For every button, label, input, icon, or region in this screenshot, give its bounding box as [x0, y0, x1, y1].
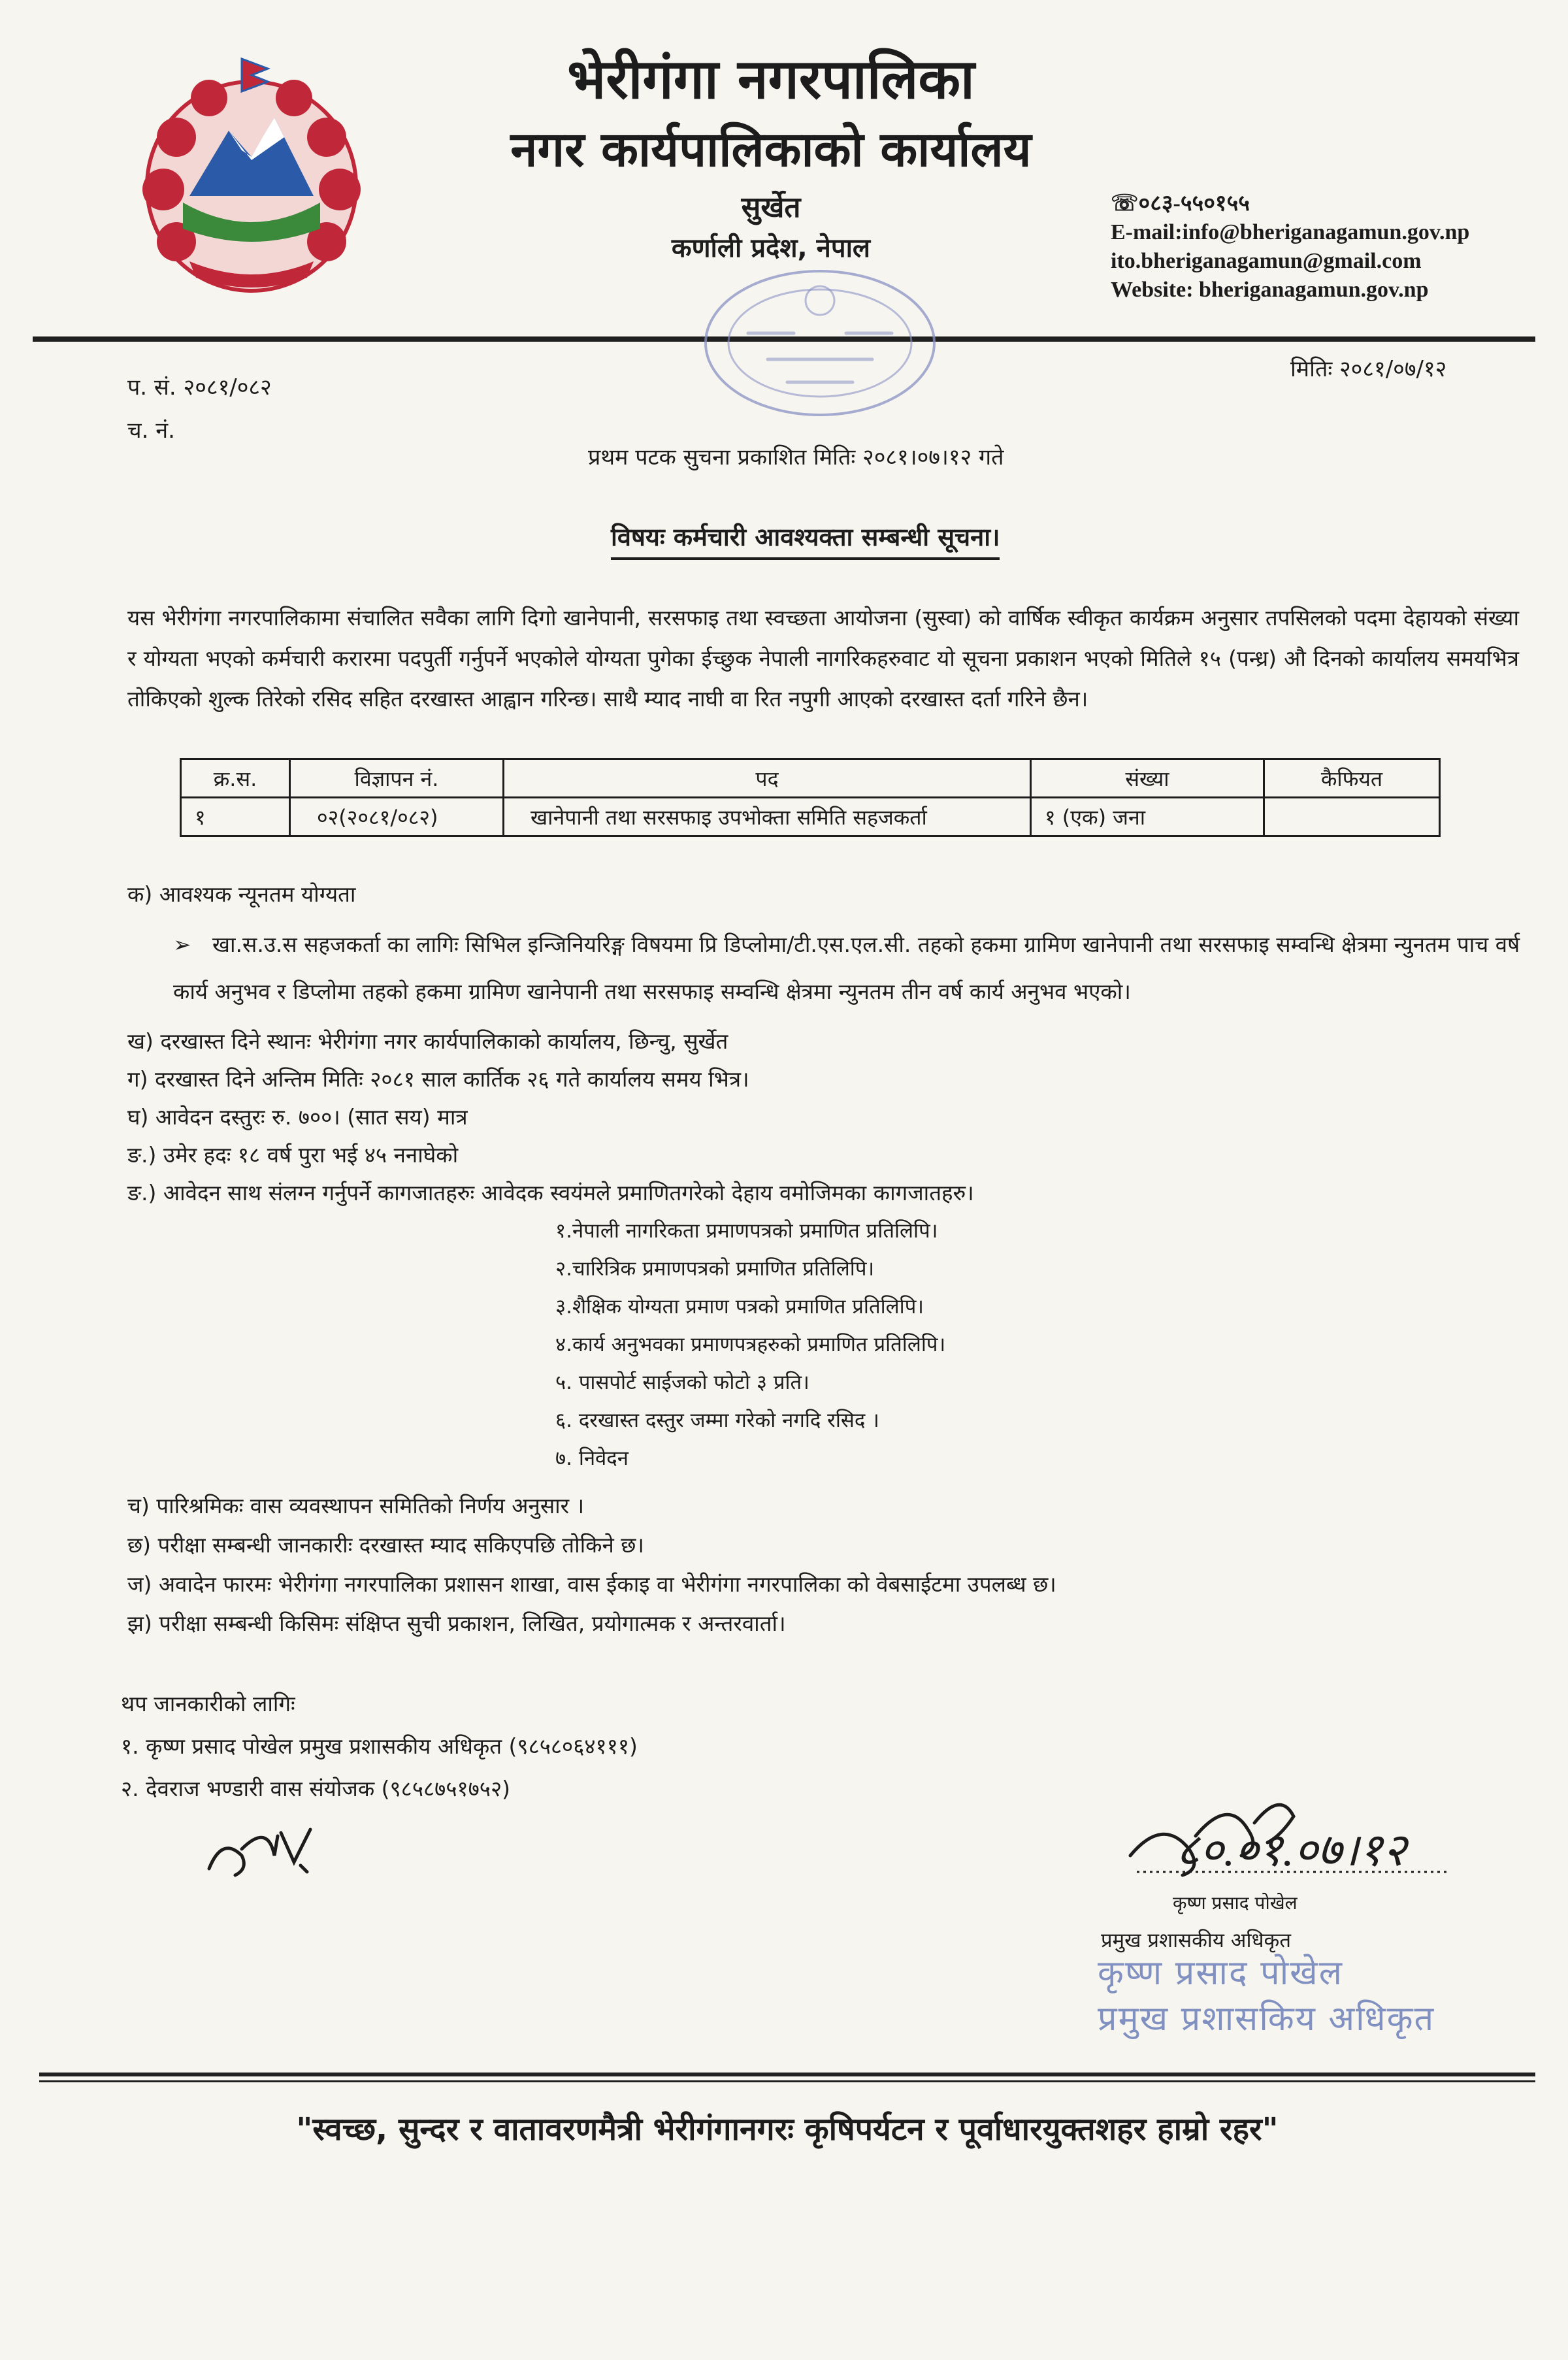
nepal-emblem-logo	[111, 46, 392, 307]
list-item: ६. दरखास्त दस्तुर जम्मा गरेको नगदि रसिद ।	[555, 1409, 879, 1432]
requirements-heading: क) आवश्यक न्यूनतम योग्यता	[127, 881, 356, 907]
requirement-item	[173, 921, 1526, 1015]
detail-line: छ) परीक्षा सम्बन्धी जानकारीः दरखास्त म्याद सकिएपछि तोकिने छ।	[127, 1532, 644, 1558]
col-header-count: संख्या	[1031, 759, 1264, 798]
city-name: सुर्खेत	[741, 191, 801, 224]
intro-paragraph: यस भेरीगंगा नगरपालिकामा संचालित सवैका लागि दिगो खानेपानी, सरसफाइ तथा स्वच्छता आयोजना (सुस्वा) को वार्षिक स्वीकृत कार्यक्रम अनुसार तपसिलको पदमा देहायको संख्या र योग्यता भएको कर्मचारी करारमा पदपुर्ती गर्नुपर्ने भएकोले योग्यता पुगेका ईच्छुक नेपाली नागरिकहरुवाट यो सूचना प्रकाशन भएको मितिले १५ (पन्ध्र) औ दिनको कार्यालय समयभित्र तोकिएको शुल्क तिरेको रसिद सहित दरखास्त आह्वान गरिन्छ। साथै म्याद नाघी वा रित नपुगी आएको दरखास्त दर्ता गरिने छैन।	[127, 605, 1519, 712]
more-info-heading: थप जानकारीको लागिः	[121, 1691, 295, 1716]
footer-divider	[39, 2073, 1535, 2076]
list-item: १.नेपाली नागरिकता प्रमाणपत्रको प्रमाणित प्रतिलिपि।	[555, 1219, 938, 1243]
detail-line: ग) दरखास्त दिने अन्तिम मितिः २०८१ साल कार्तिक २६ गते कार्यालय समय भित्र।	[127, 1066, 749, 1092]
signature-date: ८०.०१.०७।१२	[1176, 1826, 1407, 1876]
col-header-ad-number: विज्ञापन नं.	[290, 759, 504, 798]
detail-line: ख) दरखास्त दिने स्थानः भेरीगंगा नगर कार्यपालिकाको कार्यालय, छिन्चु, सुर्खेत	[127, 1028, 728, 1054]
cell-serial: १	[181, 798, 290, 836]
detail-line: ज) अवादेन फारमः भेरीगंगा नगरपालिका प्रशासन शाखा, वास ईकाइ वा भेरीगंगा नगरपालिका को वेबसाईटमा उपलब्ध छ।	[127, 1571, 1056, 1597]
table-row	[181, 798, 1440, 836]
stamp-name: कृष्ण प्रसाद पोखेल	[1098, 1954, 1343, 1993]
detail-line: च) पारिश्रमिकः वास व्यवस्थापन समितिको निर्णय अनुसार ।	[127, 1493, 585, 1518]
patra-sankhya: प. सं. २०८१/०८२	[127, 374, 272, 401]
contact-block	[1111, 189, 1529, 304]
list-item: ५. पासपोर्ट साईजको फोटो ३ प्रति।	[555, 1371, 809, 1394]
notice-subject: विषयः कर्मचारी आवश्यक्ता सम्बन्धी सूचना।	[611, 519, 1000, 560]
footer-slogan: "स्वच्छ, सुन्दर र वातावरणमैत्री भेरीगंगानगरः कृषिपर्यटन र पूर्वाधारयुक्तशहर हाम्रो रहर"	[296, 2111, 1279, 2148]
cell-position: खानेपानी तथा सरसफाइ उपभोक्ता समिति सहजकर्ता	[504, 798, 1031, 836]
application-details	[127, 1023, 974, 1212]
table-header-row	[181, 759, 1440, 798]
signer-stamp	[1098, 1950, 1435, 2042]
arrow-bullet-icon: ➢	[173, 932, 191, 957]
chalani-number: च. नं.	[127, 418, 175, 444]
detail-line: ङ.) उमेर हदः १८ वर्ष पुरा भई ४५ ननाघेको	[127, 1142, 459, 1168]
detail-line: झ) परीक्षा सम्बन्धी किसिमः संक्षिप्त सुची प्रकाशन, लिखित, प्रयोगात्मक र अन्तरवार्ता।	[127, 1611, 786, 1636]
office-name: नगर कार्यपालिकाको कार्यालय	[510, 122, 1032, 178]
contact-line: १. कृष्ण प्रसाद पोखेल प्रमुख प्रशासकीय अधिकृत (९८५८०६४१११)	[121, 1733, 638, 1759]
list-item: २.चारित्रिक प्रमाणपत्रको प्रमाणित प्रतिलिपि।	[555, 1257, 875, 1281]
org-name: भेरीगंगा नगरपालिका	[567, 47, 975, 111]
email-secondary[interactable]: ito.bheriganagamun@gmail.com	[1111, 249, 1422, 273]
cell-remarks	[1264, 798, 1440, 836]
documents-list	[555, 1212, 945, 1477]
email-primary[interactable]: E-mail:info@bheriganagamun.gov.np	[1111, 220, 1470, 244]
detail-line: घ) आवेदन दस्तुरः रु. ७००। (सात सय) मात्र	[127, 1104, 468, 1130]
reference-block	[127, 366, 272, 452]
issue-date: मितिः २०८१/०७/१२	[1290, 356, 1447, 382]
more-info-block	[121, 1682, 638, 1810]
additional-details	[127, 1486, 1056, 1643]
handwritten-initials	[196, 1810, 340, 1895]
col-header-remarks: कैफियत	[1264, 759, 1440, 798]
stamp-title: प्रमुख प्रशासकिय अधिकृत	[1098, 1999, 1435, 2039]
list-item: ७. निवेदन	[555, 1447, 629, 1470]
signer-name: कृष्ण प्रसाद पोखेल	[1173, 1892, 1298, 1914]
list-item: ३.शैक्षिक योग्यता प्रमाण पत्रको प्रमाणित प्रतिलिपि।	[555, 1295, 924, 1319]
cell-count: १ (एक) जना	[1031, 798, 1264, 836]
office-stamp	[696, 261, 944, 425]
vacancy-table	[180, 758, 1441, 837]
detail-line: ङ.) आवेदन साथ संलग्न गर्नुपर्ने कागजातहरुः आवेदक स्वयंमले प्रमाणितगरेको देहाय वमोजिमका कागजातहरु।	[127, 1180, 974, 1205]
signer-title: प्रमुख प्रशासकीय अधिकृत	[1101, 1929, 1292, 1952]
phone-number: ☏०८३-५५०१५५	[1111, 191, 1250, 216]
contact-line: २. देवराज भण्डारी वास संयोजक (९८५८७५१७५२)	[121, 1776, 510, 1801]
footer-divider-thin	[39, 2080, 1535, 2082]
col-header-serial: क्र.स.	[181, 759, 290, 798]
col-header-position: पद	[504, 759, 1031, 798]
website-link[interactable]: Website: bheriganagamun.gov.np	[1111, 278, 1429, 302]
first-publication-date: प्रथम पटक सुचना प्रकाशित मितिः २०८१।०७।१२ गते	[588, 444, 1004, 470]
cell-ad-number: ०२(२०८१/०८२)	[290, 798, 504, 836]
requirement-text: खा.स.उ.स सहजकर्ता का लागिः सिभिल इन्जिनियरिङ्ग विषयमा प्रि डिप्लोमा/टी.एस.एल.सी. तहको हकमा ग्रामिण खानेपानी तथा सरसफाइ सम्वन्धि क्षेत्रमा न्युनतम पाच वर्ष कार्य अनुभव र डिप्लोमा तहको हकमा ग्रामिण खानेपानी तथा सरसफाइ सम्वन्धि क्षेत्रमा न्युनतम तीन वर्ष कार्य अनुभव भएको।	[173, 932, 1520, 1004]
list-item: ४.कार्य अनुभवका प्रमाणपत्रहरुको प्रमाणित प्रतिलिपि।	[555, 1333, 946, 1356]
province-name: कर्णाली प्रदेश, नेपाल	[671, 233, 871, 263]
